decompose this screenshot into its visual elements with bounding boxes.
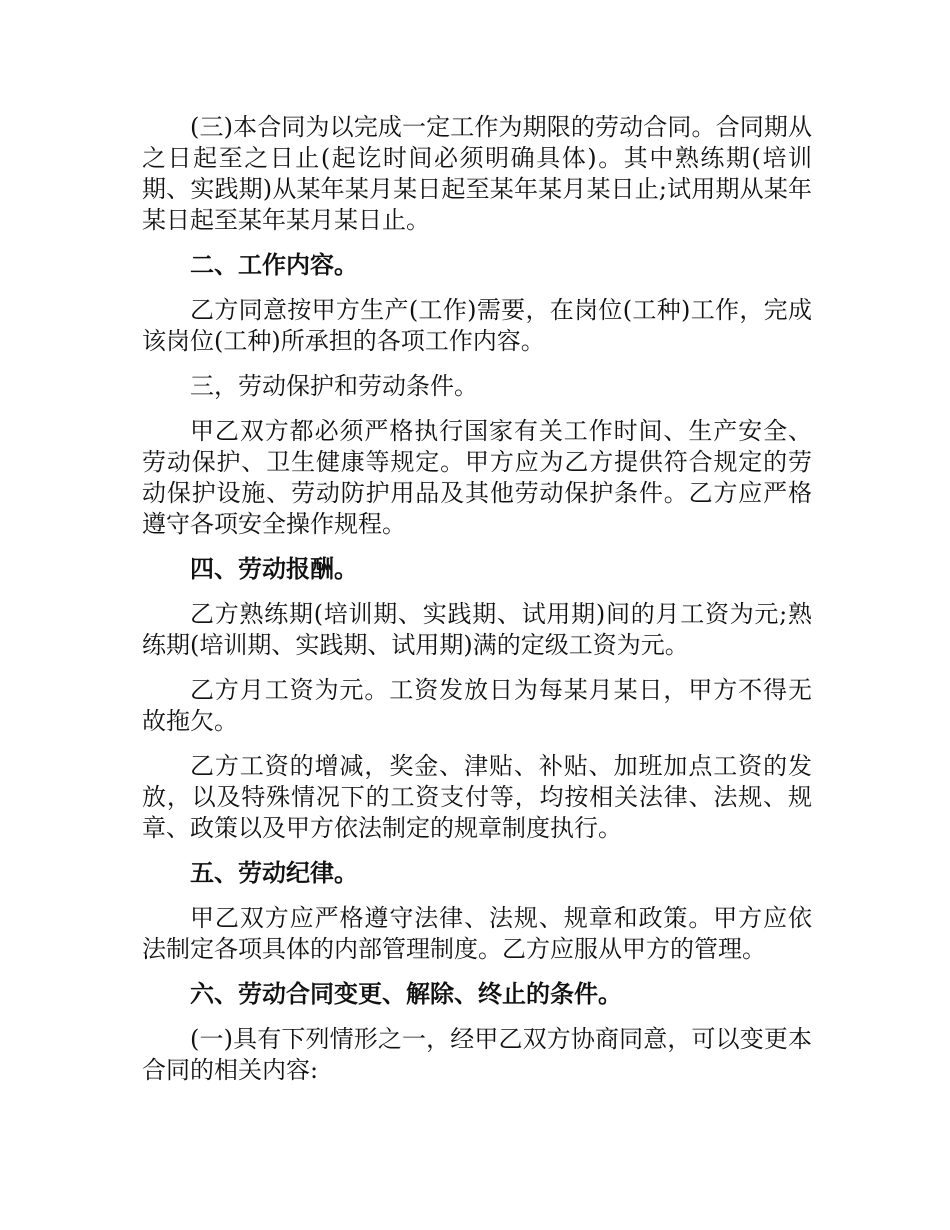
heading-labor-protection: 三，劳动保护和劳动条件。 xyxy=(190,372,478,400)
heading-contract-change: 六、劳动合同变更、解除、终止的条件。 xyxy=(190,980,622,1008)
paragraph-wage-adjustment: 乙方工资的增减，奖金、津贴、补贴、加班加点工资的发放，以及特殊情况下的工资支付等，均按相关法律、法规、规章、政策以及甲方依法制定的规章制度执行。 xyxy=(142,752,812,842)
heading-remuneration: 四、劳动报酬。 xyxy=(190,555,358,583)
heading-work-content: 二、工作内容。 xyxy=(190,251,358,279)
paragraph-monthly-wage: 乙方月工资为元。工资发放日为每某月某日，甲方不得无故拖欠。 xyxy=(142,676,812,735)
heading-discipline: 五、劳动纪律。 xyxy=(190,859,358,887)
paragraph-change-conditions: (一)具有下列情形之一，经甲乙双方协商同意，可以变更本合同的相关内容: xyxy=(142,1025,812,1084)
paragraph-discipline: 甲乙双方应严格遵守法律、法规、规章和政策。甲方应依法制定各项具体的内部管理制度。乙方应服从甲方的管理。 xyxy=(142,904,812,963)
document-page xyxy=(142,112,812,1100)
paragraph-term-type: (三)本合同为以完成一定工作为期限的劳动合同。合同期从之日起至之日止(起讫时间必须明确具体)。其中熟练期(培训期、实践期)从某年某月某日起至某年某月某日止;试用期从某年某日起至某年某月某日止。 xyxy=(142,113,812,234)
paragraph-labor-protection: 甲乙双方都必须严格执行国家有关工作时间、生产安全、劳动保护、卫生健康等规定。甲方应为乙方提供符合规定的劳动保护设施、劳动防护用品及其他劳动保护条件。乙方应严格遵守各项安全操作规程。 xyxy=(142,417,812,538)
paragraph-work-content: 乙方同意按甲方生产(工作)需要，在岗位(工种)工作，完成该岗位(工种)所承担的各项工作内容。 xyxy=(142,296,812,355)
paragraph-probation-wage: 乙方熟练期(培训期、实践期、试用期)间的月工资为元;熟练期(培训期、实践期、试用期)满的定级工资为元。 xyxy=(142,600,812,659)
